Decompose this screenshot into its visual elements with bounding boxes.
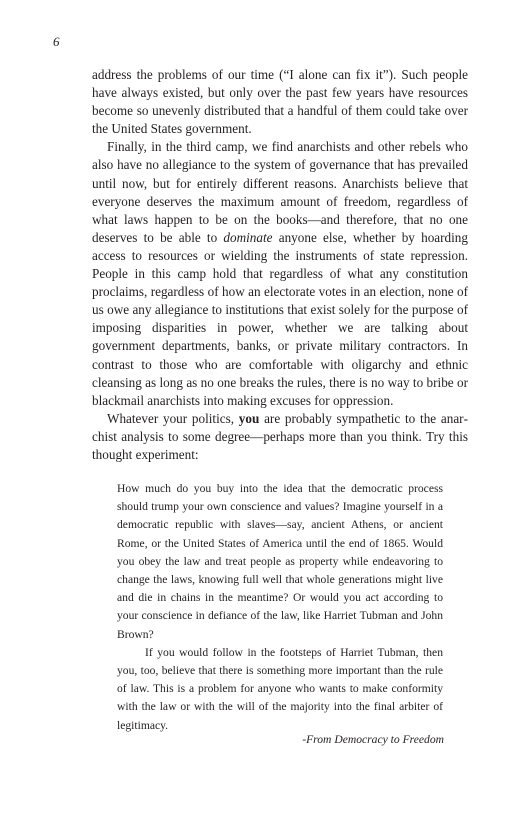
emphasis-you: you	[238, 410, 260, 426]
body-text	[92, 66, 468, 464]
paragraph-2	[92, 138, 468, 409]
paragraph-2-part-a: Finally, in the third camp, we find anarchists and other rebels who also have no allegiance to the system of governance that has prevailed until now, but for entirely different reasons. Anarchists believe that everyone deserves the maximum amount of freedom, regardless of what laws happen to be on the books—and therefore, that no one deserves to be able to	[92, 139, 468, 245]
page-number: 6	[53, 34, 60, 49]
quote-paragraph-1: How much do you buy into the idea that the democratic process should trump your own conscience and values? Imagine yourself in a democratic republic with slaves—say, ancient Athens, or ancient Rome, or the United States of America until the end of 1865. Would you obey the law and treat people as property while endeavoring to change the laws, knowing full well that whole generations might live and die in chains in the meantime? Or would you act according to your conscience in defiance of the law, like Harriet Tubman and John Brown?	[117, 482, 443, 641]
quote-paragraph-2: If you would follow in the footsteps of Harriet Tubman, then you, too, believe that there is something more important than the rule of law. This is a problem for anyone who wants to make conformity with the law or with the will of the majority into the final arbiter of legitimacy.	[117, 645, 443, 732]
block-quote	[117, 480, 443, 735]
paragraph-3	[92, 410, 468, 464]
paragraph-3-part-a: Whatever your politics,	[107, 410, 239, 426]
paragraph-2-part-b: anyone else, whether by hoarding access to resources or wielding the instruments of state repression. People in this camp hold that regardless of what any constitution proclaims, regardless of how an electorate votes in an election, none of us owe any allegiance to institutions that exist solely for the purpose of imposing disparities in power, whether we are talking about government departments, banks, or private military contractors. In contrast to those who are comfortable with oligarchy and ethnic cleansing as long as no one breaks the rules, there is no way to bribe or blackmail anarchists into making excuses for oppression.	[92, 229, 468, 408]
paragraph-1: address the problems of our time (“I alone can fix it”). Such people have always existed, but only over the past few years have resources become so unevenly distributed that a handful of them could take over the United States government.	[92, 67, 468, 137]
paragraph-3-part-b: are probably sympathetic to the anarchist analysis to some degree—perhaps more than you think. Try this thought experiment:	[92, 410, 468, 462]
quote-attribution: -From Democracy to Freedom	[302, 733, 444, 746]
emphasis-dominate: dominate	[223, 229, 273, 245]
